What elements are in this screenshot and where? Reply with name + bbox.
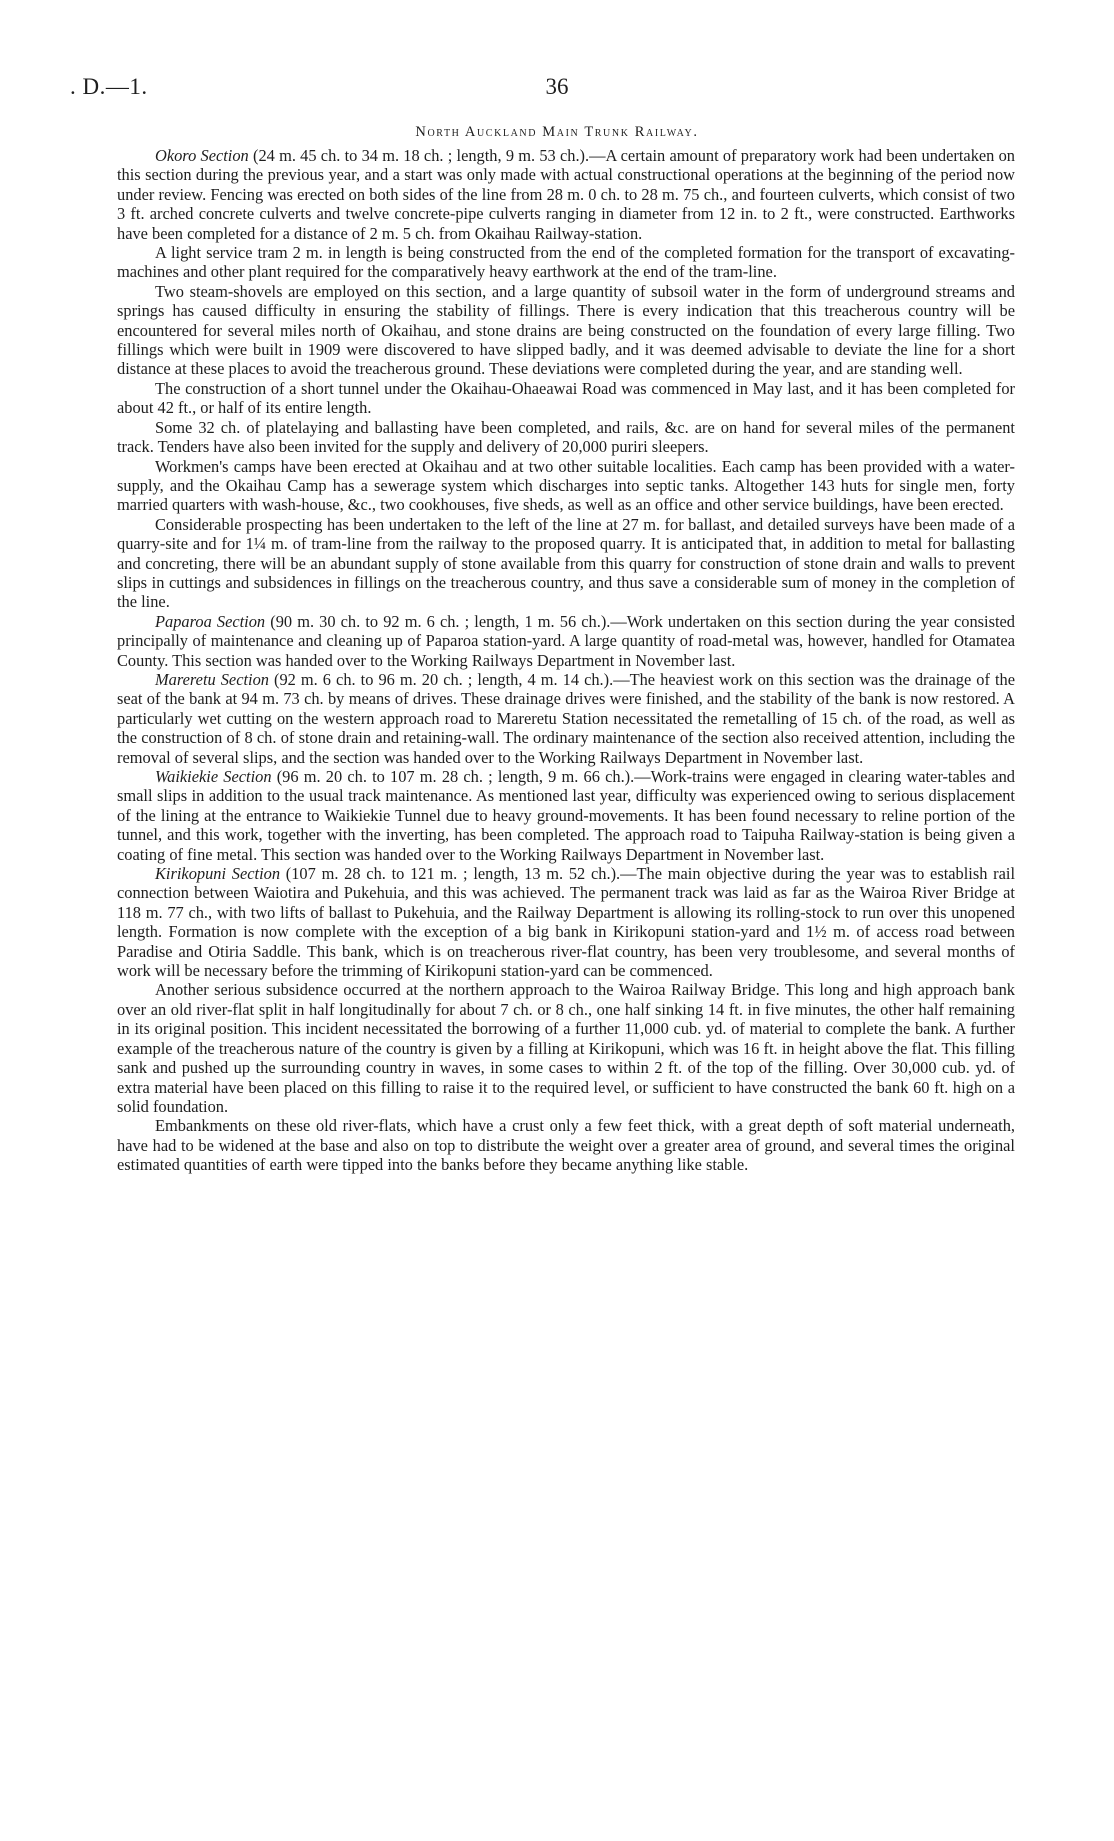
paragraph <box>117 1116 1015 1174</box>
paragraph <box>117 282 1015 379</box>
paragraph <box>117 980 1015 1116</box>
document-reference: . D.—1. <box>70 74 148 99</box>
paragraph <box>117 670 1015 767</box>
paragraph <box>117 515 1015 612</box>
paragraph-text: (107 m. 28 ch. to 121 m. ; length, 13 m. 52 ch.).—The main objective during the year was to establish rail connection between Waiotira and Pukehuia, and this was achieved. The permanent track was laid as far as the Wairoa River Bridge at 118 m. 77 ch., with two lifts of ballast to Pukehuia, and the Railway Department is allowing its rolling-stock to run over this unopened length. Formation is now complete with the exception of a big bank in Kirikopuni station-yard and 1½ m. of access road between Paradise and Otiria Saddle. This bank, which is on treacherous river-flat country, has been very troublesome, and several months of work will be necessary before the trimming of Kirikopuni station-yard can be commenced. <box>117 864 1016 981</box>
section-name: Okoro Section <box>155 146 249 165</box>
paragraph <box>117 457 1015 515</box>
paragraph-text: Considerable prospecting has been undertaken to the left of the line at 27 m. for ballast, and detailed surveys have been made of a quarry-site and for 1¼ m. of tram-line from the railway to the proposed quarry. It is anticipated that, in addition to metal for ballasting and concreting, there will be an abundant supply of stone available from this quarry for construction of stone drain and walls to prevent slips in cuttings and subsidences in fillings on the treacherous country, and thus save a considerable sum of money in the completion of the line. <box>117 514 1015 612</box>
paragraph <box>117 767 1015 864</box>
paragraph <box>117 418 1015 457</box>
paragraph-text: The construction of a short tunnel under the Okaihau-Ohaeawai Road was commenced in May last, and it has been completed for about 42 ft., or half of its entire length. <box>117 378 1015 418</box>
section-name: Waikiekie Section <box>155 767 272 786</box>
page-header <box>0 74 1114 104</box>
section-name: Paparoa Section <box>155 611 266 631</box>
paragraph <box>117 612 1015 670</box>
paragraph <box>117 243 1015 282</box>
paragraph-text: (24 m. 45 ch. to 34 m. 18 ch. ; length, 9 m. 53 ch.).—A certain amount of preparatory work had been undertaken on this section during the previous year, and a start was only made with actual constructional operations at the beginning of the period now under review. Fencing was erected on both sides of the line from 28 m. 0 ch. to 28 m. 75 ch., and fourteen culverts, which consist of two 3 ft. arched concrete culverts and twelve concrete-pipe culverts ranging in diameter from 12 in. to 2 ft., were constructed. Earthworks have been completed for a distance of 2 m. 5 ch. from Okaihau Railway-station. <box>117 146 1015 243</box>
paragraph-text: (92 m. 6 ch. to 96 m. 20 ch. ; length, 4 m. 14 ch.).—The heaviest work on this section was the drainage of the seat of the bank at 94 m. 73 ch. by means of drives. These drainage drives were finished, and the stability of the bank is now restored. A particularly wet cutting on the western approach road to Mareretu Station necessitated the remetalling of 15 ch. of the road, as well as the construction of 8 ch. of stone drain and retaining-wall. The ordinary maintenance of the section also received attention, including the removal of several slips, and the section was handed over to the Working Railways Department in November last. <box>117 669 1015 767</box>
paragraph-text: (96 m. 20 ch. to 107 m. 28 ch. ; length, 9 m. 66 ch.).—Work-trains were engaged in clearing water-tables and small slips in addition to the usual track maintenance. As mentioned last year, difficulty was experienced owing to serious displacement of the lining at the entrance to Waikiekie Tunnel due to heavy ground-movements. It has been found necessary to reline portion of the tunnel, and this work, together with the inverting, has been completed. The approach road to Taipuha Railway-station is being given a coating of fine metal. This section was handed over to the Working Railways Department in November last. <box>117 767 1015 864</box>
page-number: 36 <box>545 74 569 99</box>
paragraph-text: Two steam-shovels are employed on this section, and a large quantity of subsoil water in the form of underground streams and springs has caused difficulty in ensuring the stability of fillings. There is every indication that this treacherous country will be encountered for several miles north of Okaihau, and stone drains are being constructed on the foundation of every large filling. Two fillings which were built in 1909 were discovered to have slipped badly, and it was deemed advisable to deviate the line for a short distance at these places to avoid the treacherous ground. These deviations were completed during the year, and are standing well. <box>117 281 1015 379</box>
paragraph-text: A light service tram 2 m. in length is being constructed from the end of the completed formation for the transport of excavating-machines and other plant required for the comparatively heavy earthwork at the end of the tram-line. <box>117 243 1015 282</box>
paragraph-text: Embankments on these old river-flats, which have a crust only a few feet thick, with a great depth of soft material underneath, have had to be widened at the base and also on top to distribute the weight over a greater area of ground, and several times the original estimated quantities of earth were tipped into the banks before they became anything like stable. <box>117 1116 1015 1175</box>
body-text <box>117 146 1015 1175</box>
paragraph <box>117 146 1015 243</box>
section-title: North Auckland Main Trunk Railway. <box>415 124 699 140</box>
paragraph <box>117 379 1015 418</box>
paragraph-text: Another serious subsidence occurred at the northern approach to the Wairoa Railway Bridge. This long and high approach bank over an old river-flat split in half longitudinally for about 7 ch. or 8 ch., one half sinking 14 ft. in five minutes, the other half remaining in its original position. This incident necessitated the borrowing of a further 11,000 cub. yd. of material to complete the bank. A further example of the treacherous nature of the country is given by a filling at Kirikopuni, which was 16 ft. in height above the flat. This filling sank and pushed up the surrounding country in waves, in some cases to within 2 ft. of the top of the filling. Over 30,000 cub. yd. of extra material have been placed on this filling to raise it to the required level, or sufficient to have constructed the bank 60 ft. high on a solid foundation. <box>117 980 1015 1116</box>
paragraph-text: Workmen's camps have been erected at Okaihau and at two other suitable localities. Each camp has been provided with a water-supply, and the Okaihau Camp has a sewerage system which discharges into septic tanks. Altogether 143 huts for single men, forty married quarters with wash-house, &c., two cookhouses, five sheds, as well as an office and other service buildings, have been erected. <box>117 456 1015 515</box>
paragraph-text: Some 32 ch. of platelaying and ballasting have been completed, and rails, &c. are on hand for several miles of the permanent track. Tenders have also been invited for the supply and delivery of 20,000 puriri sleepers. <box>117 417 1015 457</box>
section-name: Mareretu Section <box>155 669 269 689</box>
paragraph <box>117 864 1015 980</box>
section-name: Kirikopuni Section <box>155 864 281 884</box>
paragraph-text: (90 m. 30 ch. to 92 m. 6 ch. ; length, 1 m. 56 ch.).—Work undertaken on this section during the year consisted principally of maintenance and cleaning up of Paparoa station-yard. A large quantity of road-metal was, however, handled for Otamatea County. This section was handed over to the Working Railways Department in November last. <box>117 611 1015 670</box>
